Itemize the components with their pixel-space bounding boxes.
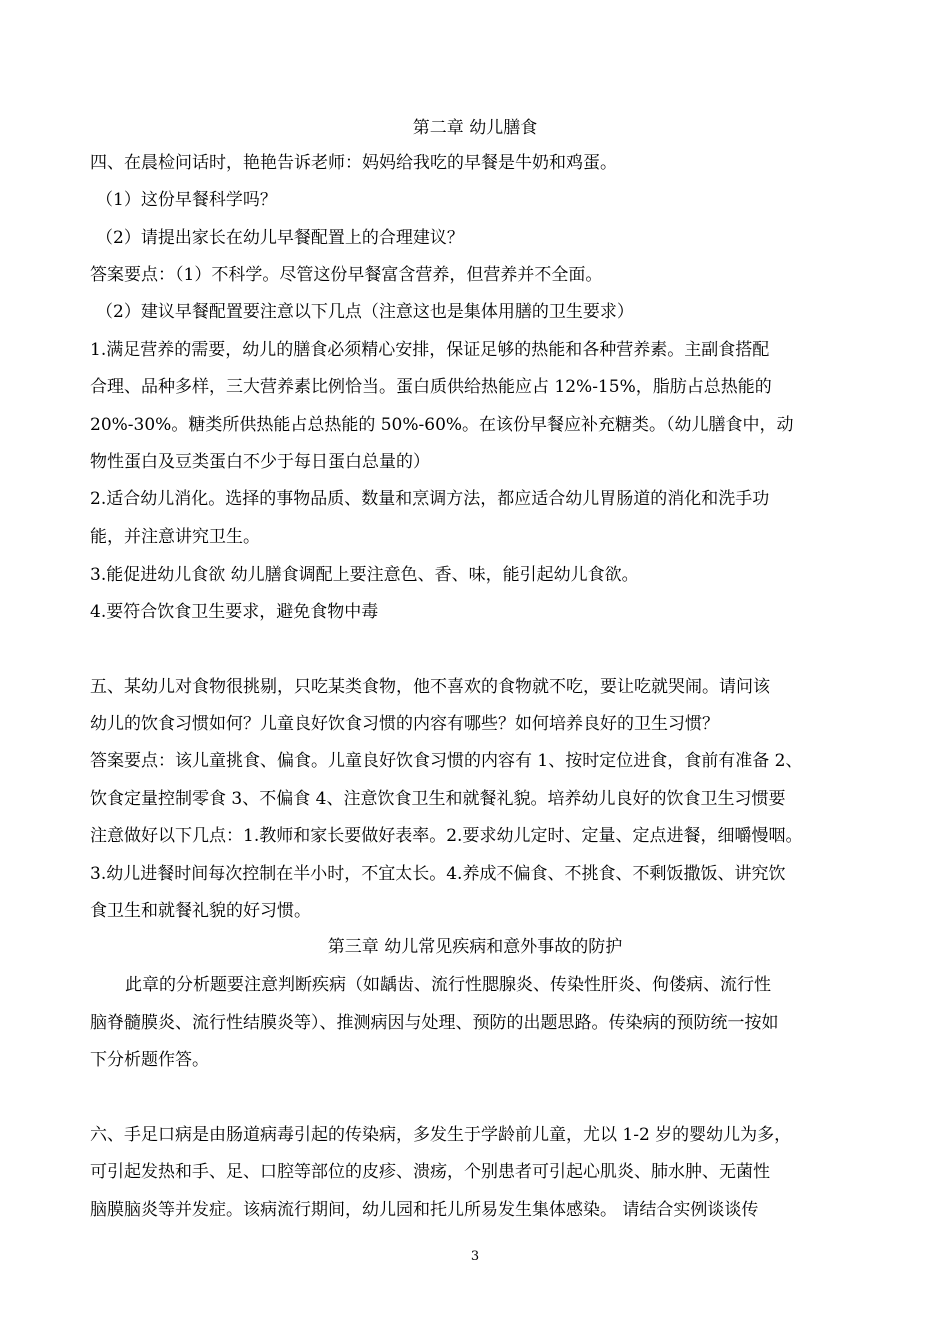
answer-4-line: 物性蛋白及豆类蛋白不少于每日蛋白总量的） <box>90 452 430 472</box>
page-number: 3 <box>470 1249 480 1264</box>
chapter-3-intro-line: 脑脊髓膜炎、流行性结膜炎等）、推测病因与处理、预防的出题思路。传染病的预防统一按如 <box>90 1013 779 1033</box>
question-4-line: 四、在晨检问话时，艳艳告诉老师：妈妈给我吃的早餐是牛奶和鸡蛋。 <box>90 153 617 173</box>
question-4-sub-1: （1）这份早餐科学吗？ <box>96 190 277 210</box>
question-6-line: 脑膜脑炎等并发症。该病流行期间，幼儿园和托儿所易发生集体感染。 请结合实例谈谈传 <box>90 1200 759 1220</box>
answer-5-line: 食卫生和就餐礼貌的好习惯。 <box>90 901 311 921</box>
chapter-2-heading: 第二章 幼儿膳食 <box>412 118 538 138</box>
answer-4-line: 1.满足营养的需要，幼儿的膳食必须精心安排，保证足够的热能和各种营养素。主副食搭配 <box>90 340 770 360</box>
answer-4-line: 答案要点：（1）不科学。尽管这份早餐富含营养，但营养并不全面。 <box>90 265 603 285</box>
chapter-3-intro-line: 此章的分析题要注意判断疾病（如龋齿、流行性腮腺炎、传染性肝炎、佝偻病、流行性 <box>125 975 771 995</box>
answer-4-line: 能，并注意讲究卫生。 <box>90 527 260 547</box>
chapter-3-heading: 第三章 幼儿常见疾病和意外事故的防护 <box>327 937 623 957</box>
chapter-3-intro-line: 下分析题作答。 <box>90 1050 209 1070</box>
answer-4-line: 2.适合幼儿消化。选择的事物品质、数量和烹调方法，都应适合幼儿胃肠道的消化和洗手功 <box>90 489 770 509</box>
answer-5-line: 饮食定量控制零食 3、不偏食 4、注意饮食卫生和就餐礼貌。培养幼儿良好的饮食卫生习惯要 <box>90 789 786 809</box>
answer-4-line: 合理、品种多样，三大营养素比例恰当。蛋白质供给热能应占 12%-15%，脂肪占总热能的 <box>90 377 772 397</box>
question-6-line: 六、手足口病是由肠道病毒引起的传染病，多发生于学龄前儿童，尤以 1-2 岁的婴幼儿为多， <box>90 1125 792 1145</box>
question-6-line: 可引起发热和手、足、口腔等部位的皮疹、溃疡，个别患者可引起心肌炎、肺水肿、无菌性 <box>90 1162 770 1182</box>
answer-4-line: 3.能促进幼儿食欲 幼儿膳食调配上要注意色、香、味，能引起幼儿食欲。 <box>90 565 639 585</box>
answer-4-line: （2）建议早餐配置要注意以下几点（注意这也是集体用膳的卫生要求） <box>96 302 634 322</box>
answer-5-line: 3.幼儿进餐时间每次控制在半小时，不宜太长。4.养成不偏食、不挑食、不剩饭撒饭、讲究饮 <box>90 864 786 884</box>
answer-4-line: 20%-30%。糖类所供热能占总热能的 50%-60%。在该份早餐应补充糖类。（幼儿膳食中，动 <box>90 415 794 435</box>
answer-4-line: 4.要符合饮食卫生要求，避免食物中毒 <box>90 602 379 622</box>
question-5-line: 幼儿的饮食习惯如何？儿童良好饮食习惯的内容有哪些？如何培养良好的卫生习惯？ <box>90 714 719 734</box>
answer-5-line: 注意做好以下几点：1.教师和家长要做好表率。2.要求幼儿定时、定量、定点进餐，细嚼慢咽。 <box>90 826 803 846</box>
question-5-line: 五、某幼儿对食物很挑剔，只吃某类食物，他不喜欢的食物就不吃，要让吃就哭闹。请问该 <box>90 677 770 697</box>
question-4-sub-2: （2）请提出家长在幼儿早餐配置上的合理建议？ <box>96 228 464 248</box>
answer-5-line: 答案要点：该儿童挑食、偏食。儿童良好饮食习惯的内容有 1、按时定位进食，食前有准备 2、 <box>90 751 803 771</box>
